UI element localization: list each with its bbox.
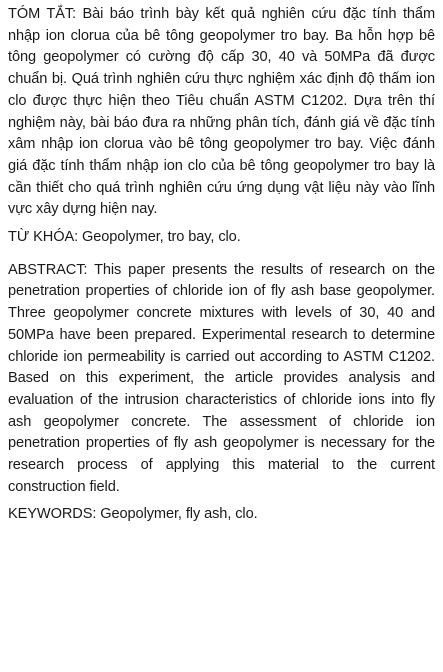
- vietnamese-summary-label: TÓM TẮT:: [8, 6, 83, 22]
- english-keywords: [8, 504, 435, 526]
- vietnamese-summary-text: Bài báo trình bày kết quả nghiên cứu đặc tính thẩm nhập ion clorua của bê tông geopolymer tro bay. Ba hỗn hợp bê tông geopolymer có cường độ cấp 30, 40 và 50MPa đã được chuẩn bị. Quá trình nghiên cứu thực nghiệm xác định độ thấm ion clo được thực hiện theo Tiêu chuẩn ASTM C1202. Dựa trên thí nghiệm này, bài báo đưa ra những phân tích, đánh giá về đặc tính xâm nhập ion clorua vào bê tông geopolymer tro bay. Việc đánh giá đặc tính thẩm nhập ion clo của bê tông geopolymer tro bay là cần thiết cho quá trình nghiên cứu ứng dụng vật liệu này vào lĩnh vực xây dựng hiện nay.: [8, 6, 435, 218]
- vietnamese-keywords: [8, 227, 435, 249]
- english-abstract-text: This paper presents the results of research on the penetration properties of chloride ion of fly ash base geopolymer. Three geopolymer concrete mixtures with levels of 30, 40 and 50MPa have been prepared. Experimental research to determine chloride ion permeability is carried out according to ASTM C1202. Based on this experiment, the article provides analysis and evaluation of the intrusion characteristics of chloride ions into fly ash geopolymer concrete. The assessment of chloride ion penetration properties of fly ash geopolymer is necessary for the research process of applying this material to the current construction field.: [8, 261, 435, 495]
- english-keywords-label: KEYWORDS:: [8, 506, 101, 523]
- english-abstract-label: ABSTRACT:: [8, 261, 95, 278]
- english-abstract: [8, 260, 435, 499]
- english-keywords-text: Geopolymer, fly ash, clo.: [100, 506, 258, 523]
- vietnamese-keywords-label: TỪ KHÓA:: [8, 229, 82, 246]
- vietnamese-summary: [8, 4, 435, 221]
- vietnamese-keywords-text: Geopolymer, tro bay, clo.: [82, 229, 241, 246]
